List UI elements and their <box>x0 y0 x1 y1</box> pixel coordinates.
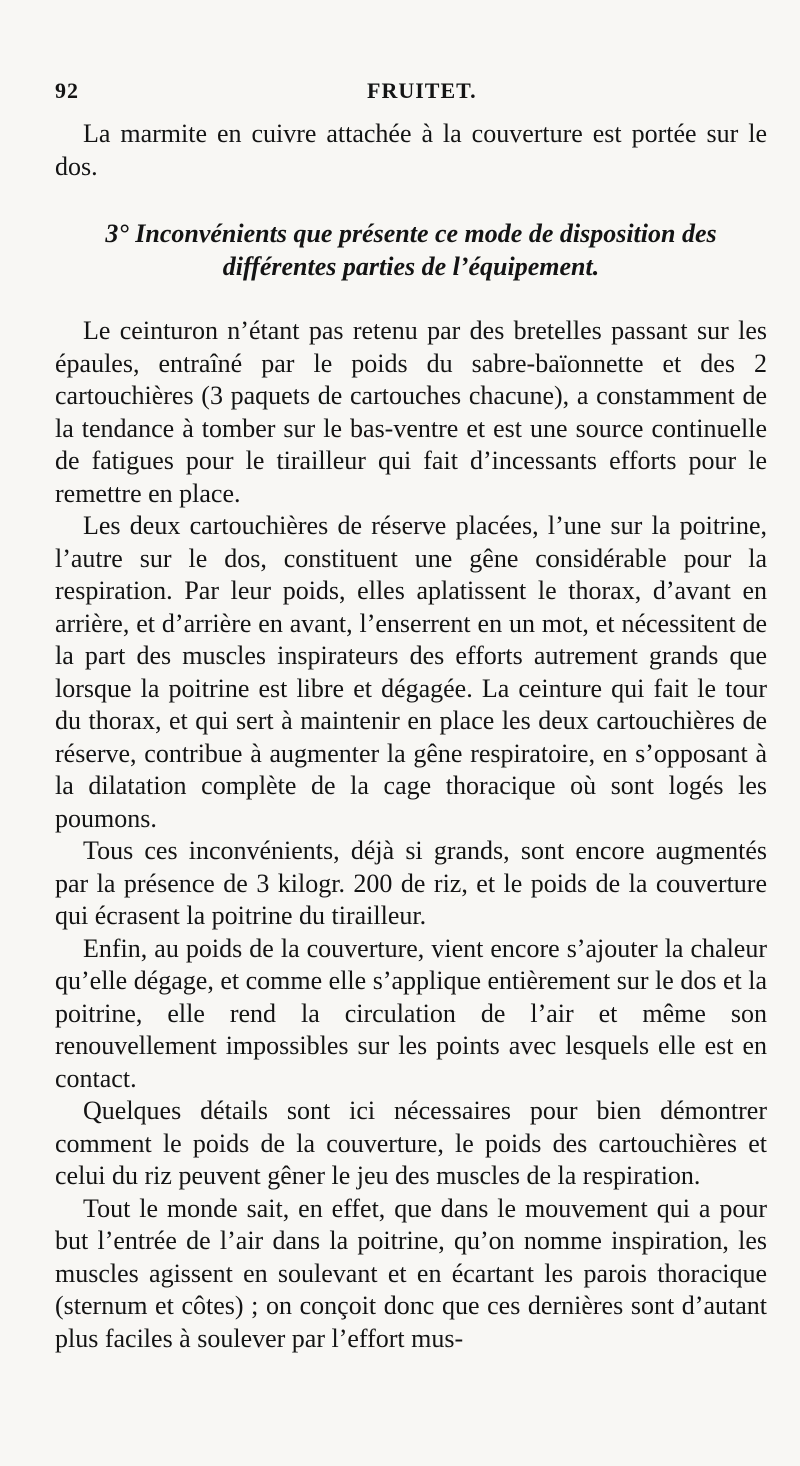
paragraph-chaleur: Enfin, au poids de la couverture, vient encore s’ajouter la chaleur qu’elle dégage, et comme elle s’applique entièrement sur le dos et la poitrine, elle rend la circulation de l’air et même son renouvellement impossibles sur les points avec lesquels elle est en contact. <box>55 933 767 1093</box>
paragraph-inconvenients: Tous ces inconvénients, déjà si grands, sont encore augmentés par la présence de 3 kilogr. 200 de riz, et le poids de la couverture qui écrasent la poitrine du tirailleur. <box>55 836 767 930</box>
page-body <box>55 118 767 1355</box>
paragraph-marmite: La marmite en cuivre attachée à la couverture est portée sur le dos. <box>55 119 767 181</box>
section-heading: 3° Inconvénients que présente ce mode de disposition des différentes parties de l’équipement. <box>105 219 717 281</box>
page-header <box>55 78 760 108</box>
running-title: FRUITET. <box>367 78 477 103</box>
paragraph-inspiration: Tout le monde sait, en effet, que dans le mouvement qui a pour but l’entrée de l’air dans la poitrine, qu’on nomme inspiration, les muscles agissent en soulevant et en écartant les parois thoracique (sternum et côtes) ; on conçoit donc que ces dernières sont d’autant plus faciles à soulever par l’effort mus- <box>55 1193 767 1353</box>
paragraph-details: Quelques détails sont ici nécessaires pour bien démontrer comment le poids de la couverture, le poids des cartouchières et celui du riz peuvent gêner le jeu des muscles de la respiration. <box>55 1096 767 1190</box>
page-number: 92 <box>55 78 79 103</box>
paragraph-cartouchieres: Les deux cartouchières de réserve placées, l’une sur la poitrine, l’autre sur le dos, constituent une gêne considérable pour la respiration. Par leur poids, elles aplatissent le thorax, d’avant en arrière, et d’arrière en avant, l’enserrent en un mot, et nécessitent de la part des muscles inspirateurs des efforts autrement grands que lorsque la poitrine est libre et dégagée. La ceinture qui fait le tour du thorax, et qui sert à maintenir en place les deux cartouchières de réserve, contribue à augmenter la gêne respiratoire, en s’opposant à la dilatation complète de la cage thoracique où sont logés les poumons. <box>55 511 767 833</box>
paragraph-ceinturon: Le ceinturon n’étant pas retenu par des bretelles passant sur les épaules, entraîné par le poids du sabre-baïonnette et des 2 cartouchières (3 paquets de cartouches chacune), a constamment de la tendance à tomber sur le bas-ventre et est une source continuelle de fatigues pour le tirailleur qui fait d’incessants efforts pour le remettre en place. <box>55 316 767 508</box>
